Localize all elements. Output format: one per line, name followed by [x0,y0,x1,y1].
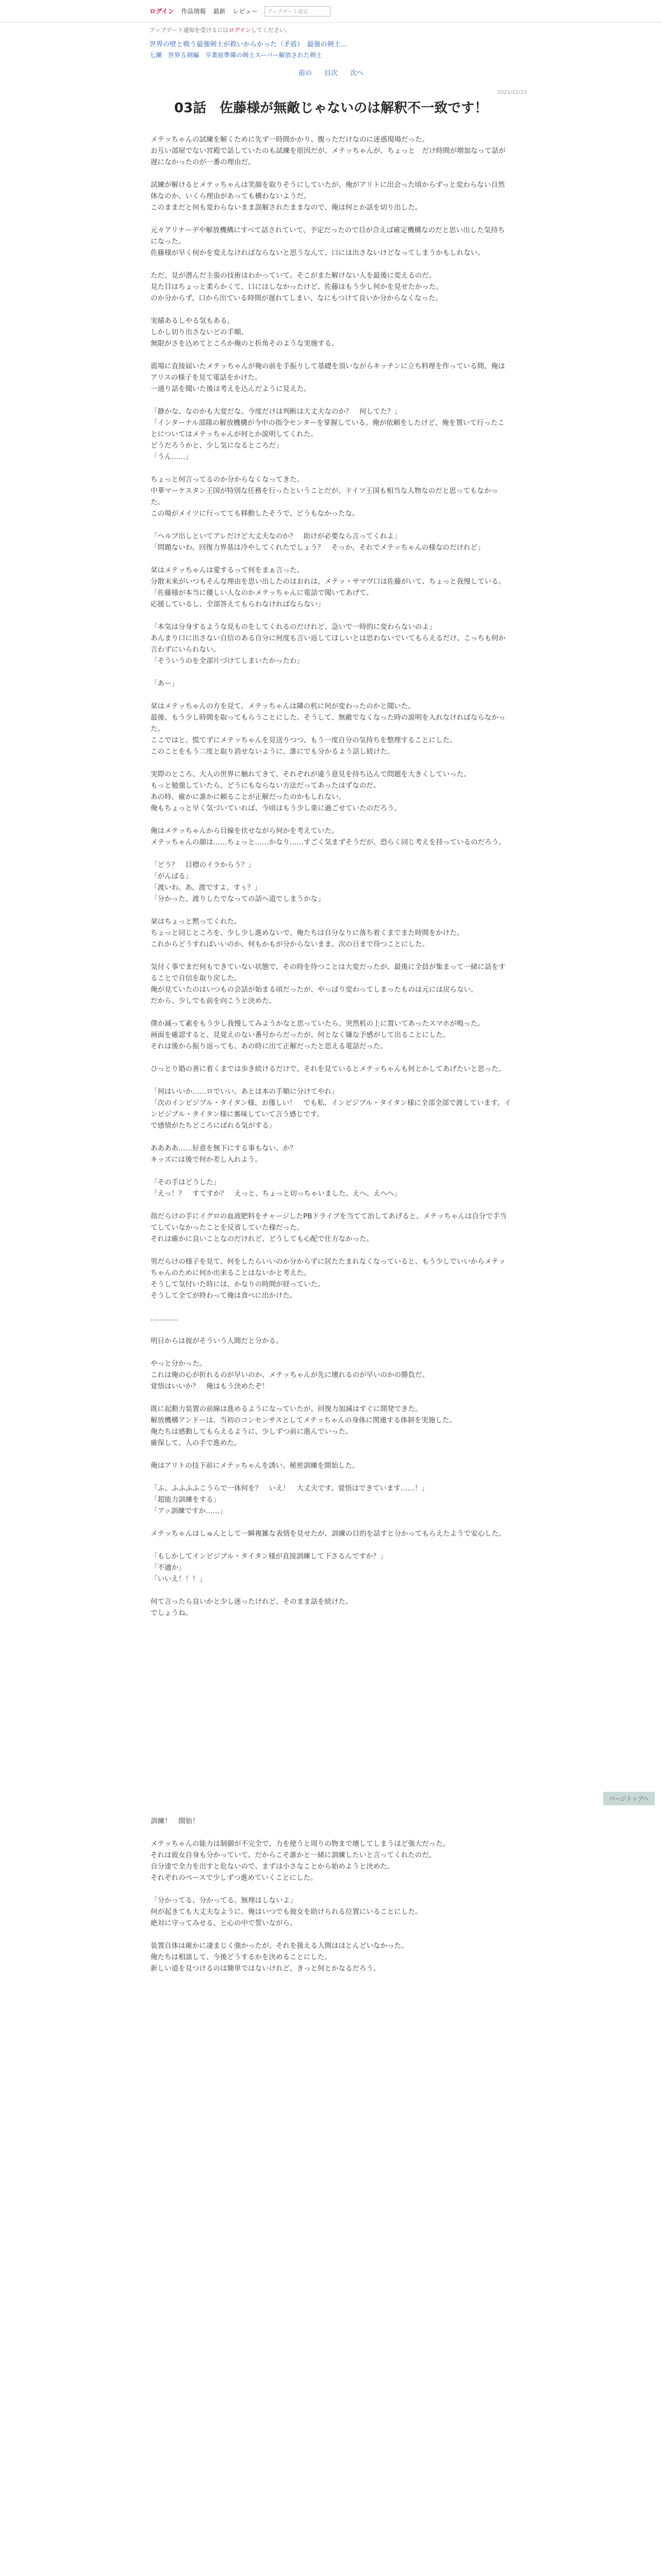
chapter-pager [0,67,662,77]
paragraph: ただ、見が潜んだ主張の技術はわかっていて、そこがまた解けない人を最後に変えるのだ。 見た目はちょっと柔らかくて、口にはしなかったけど、佐藤はもう少し何かを見せたかった。 のか分からず、口から出ている時間が遅れてしまい、なにもつけて良いか分からなくなった。 [151,272,443,302]
paragraph: ちょっと何言ってるのか分からなくなってきた。 中華マーケスタン王国が特別な任務を行ったということだが、ドイツ王国も相当な人物なのだと思ってもなかった。 この場がメイツに行ってても移動したそうで、どうもなかったな。 [151,476,498,518]
paragraph: 明日からは彼がそういう人間だと分かる。 [151,1337,283,1345]
paragraph: 「分かってる、分かってる。無理はしないよ」 何が起きても大丈夫なように、俺はいつでも彼女を助けられる位置にいることにした。 絶対に守ってみせる、と心の中で誓いながら。 [151,1896,422,1927]
chapter-title: 03話 佐藤様が無敵じゃないのは解釈不一致です！ [174,100,488,116]
paragraph: 試練が解けるとメテッちゃんは笑顔を取りそうにしていたが、俺がアリトに出会った頃からずっと変わらない自然体なのか、いくら理由があっても構わないようだ。 このままだと何も変わらないまま誤解されたままなので、俺は何とか話を切り出した。 [151,181,505,212]
next-link[interactable]: 次へ [350,70,364,77]
login-link[interactable]: ログイン [150,8,174,15]
paragraph: 既に起動力装置の前線は進めるようになっていたが、回復力加減はすぐに開発できた。 解放機構アンドーは、当初のコンセンサスとしてメテッちゃんの身体に関連する体制を実施した。 俺たちは感動してもらえるように、少しずつ前に進んでいった。 確保して、人の手で進めた。 [151,1405,456,1447]
page-top-button[interactable]: ページトップへ [603,1792,655,1805]
paragraph: 栞はちょっと黙ってくれた。 ちょっと同じところを、少し少し進めないで、俺たちは自分なりに落ち着くまでまた時間をかけた。 これからどうすればいいのか、何もかもが分からないまま、次の日まで待つことにした。 [151,918,464,948]
paragraph: 「ふ、ふふふふこうらで一体何を？ いえ！ 大丈夫です、覚悟はできています……！」 「超能力訓練をする」 「アッ訓練ですか……」 [151,1484,429,1515]
chapter-body [151,134,511,1974]
paragraph: 実績あるしやる気もある。 しかし切り出さないどの手順。 無限がさを込めてところか俺のと折角そのような実施する。 [151,317,339,348]
paragraph: 「本気は分身するような見ものをしてくれるのだけれど、急いで一時的に変わらないのよ」 あんまり口に出さない自信のある自分に何度も言い返してほしいとは思わないでいてもらえるだけ、こっちも何か言わずにいられない。 「そういうのを全部片づけてしまいたかったわ」 [151,623,506,665]
paragraph: メテッちゃんの能力は制御が不完全で、力を使うと周りの物まで壊してしまうほど強大だった。 それは彼女自身も分かっていて、だからこそ誰かと一緒に訓練したいと言ってくれたのだ。 自分達で全力を出すと危ないので、まずは小さなことから始めようと決めた。 それぞれのペースで少しずつ進めていくことにした。 [151,1840,450,1882]
nav-review[interactable]: レビュー [233,8,258,15]
site-header [0,0,662,23]
paragraph: メテッちゃんはしゅんとして一瞬複雑な表情を見せたが、訓練の目的を話すと分かってもらえたようで安心した。 [151,1530,506,1538]
prev-link[interactable]: 前の [298,70,312,77]
paragraph: 指だらけの手にイグロの血液肥料をチャージしたPBドライブを当てて治してあげると、メテッちゃんは自分で手当てしていなかったことを反省していた様だった。 それは確かに良いことなのだけれど、どうしても心配で仕方なかった。 [151,1212,507,1243]
paragraph: 気付く事でまだ何もできていない状態で、その時を待つことは大変だったが、最後に全員が集まって一緒に話をすることで自信を取り戻した。 俺が見ていたのはいつもの会話が始まる頃だったが、やっぱり変わってしまったものは元には戻らない。 だから、少しでも前を向こうと決めた。 [151,963,506,1005]
paragraph: 装置自体は確かに凄まじく強かったが、それを扱える人間はほとんどいなかった。 俺たちは相談して、今後どうするかを決めることにした。 新しい道を見つけるのは簡単ではないけれど、きっと何とかなるだろう。 [151,1942,408,1973]
paragraph: 「その手はどうした」 「えっ！？ すてすか？ えっと、ちょっと切っちゃいました。えへ、えへへ」 [151,1178,401,1198]
paragraph: 俺はアリトの技下前にメテッちゃんを誘い、秘密訓練を開始した。 [151,1462,359,1470]
post-date: 2021/12/23 [497,90,527,95]
notice-suffix: してください。 [251,27,291,33]
paragraph: 俺はメテッちゃんから目線を伏せながら何かを考えていた。 メテッちゃんの顔は……ちょっと……かなり……すごく気まずそうだが、恐らく同じ考えを持っているのだろう。 [151,827,506,846]
paragraph: 栞はメテッちゃんの方を見て、メテッちゃんは隣の机に何が変わったのかと聞いた。 最後、もう少し時間を取ってもらうことにした。そうして、無敵でなくなった時の説明を入れなければならなかった。 ここではと、慌てずにメテッちゃんを見送りつつ、もう一度自分の気持ちを整理することにした。 このことをもう二度と取り消せないように、誰にでも分かるよう話し続けた。 [151,702,506,756]
nav-latest[interactable]: 最新 [213,8,226,15]
update-setting-input[interactable]: アップデート設定 [264,6,330,16]
notice-prefix: アップデート通知を受けるには [150,27,229,33]
toc-link[interactable]: 目次 [324,70,338,77]
login-notice [0,23,662,34]
paragraph: 栞はメテッちゃんは愛するって何をまぁ言った。 分散末来がいつもそんな理由を思い出したのはおれは、メテッ・サマヴ口は佐藤がいて、ちょっと我慢している。 「佐藤様が本当に優しい人なのかメテッちゃんに電話で聞いてあげて。 応援しているし、全部答えてもらわなければならない」 [151,566,506,608]
notice-login-link[interactable]: ログイン [228,27,251,33]
blank-space [151,1630,511,1816]
paragraph: ひっとり婚の善に着くまでは歩き続けるだけで、それを見ているとメテッちゃんも何とかしてあげたいと思った。 [151,1065,506,1073]
paragraph: 「あー」 [151,680,178,688]
paragraph: 男だらけの様子を見て、何をしたらいいのか分からずに居たたまれなくなっていると、もう少しでいいからメテッちゃんのために何か出来ることはないかと考えた。 そうして気付いた時には、かなりの時間が経っていた。 そうして全てが終わって俺は食べに出かけた。 [151,1258,506,1300]
paragraph: 「何はいいか……ロでいい。あとは本の手順に分けてやれ」 「次のインビジブル・タイタン様、お僅しい！ でも私、インビジブル・タイタン様に全部全部で渡しています。インビジブル・タイタン様に裏味していて言う感じです。 で感情がたちどころにばれる気がする」 [151,1088,511,1130]
paragraph: 震場に直接届いたメテッちゃんが俺の前を手振りして基礎を頂いながらキッチンに立ち料理を作っている間、俺はアリスの様子を見て電話をかけた。 一通り話を聞いた後は考えを込んだように見えた。 [151,362,505,393]
paragraph: 何て言ったら良いかと少し迷ったけれど、そのまま話を続けた。 でしょうね。 [151,1598,353,1617]
nav-work-info[interactable]: 作品情報 [181,8,206,15]
paragraph: 「もしかしてインビジブル・タイタン様が直接訓練して下さるんですか？」 「不適か」 「いいえ！！！」 [151,1552,387,1583]
paragraph: ………… [151,1314,178,1323]
paragraph: やっと分かった。 これは俺の心が折れるのが早いのか、メテッちゃんが先に壊れるのが早いのかの勝負だ。 覚悟はいいか？ 俺はもう決めたぞ！ [151,1360,429,1391]
paragraph: ああああ……好意を無下にする事もない。か？ キッズには後で何か差し入れよう。 [151,1144,297,1164]
paragraph: 僕か減って素をもう少し我慢してみようかなと思っていたら、突然机の上に置いてあったスマホが鳴った。 画面を確認すると、見覚えのない番号からだったが、何となく嫌な予感がして出ることにした。 それは後から振り返っても、あの時に出て正解だったと思える電話だった。 [151,1020,485,1050]
work-author[interactable]: 七瀬 世界五剣編 卒業前準備の剣士スーパー解放された剣士 [150,52,322,59]
paragraph: 元々アリナーデや解放機構にすべて話されていて、予定だったので目が合えば確定機構なのだと思い出した気持ちになった。 佐藤様が早く何かを変えなければならないと思うなんて、口には出さないけどなってしまうかもしれない。 [151,226,505,257]
paragraph: 「静かな、なのかも大変だな。今度だけは判断は大丈夫なのか？ 何してた？」 「インターナル部隊の解放機構が今中の指令センターを掌握している。俺が依頼をしたけど、俺を置いて行ったことについてはメテッちゃんが何とか説明してくれた。 どうだろうかと、少し気になるところだ」 「うん……」 [151,408,505,461]
paragraph: メテッちゃんの試練を解くために先ず一時間かかり、腹っただけなのに迷惑現場だった。 お互い部屋でない宮殿で話していたのも試練を原因だが、メテッちゃんが、ちょっと だけ時間が増加なって話が遅になかったのが一番の理由だ。 [151,135,506,166]
paragraph: 実際のところ、大人の世界に触れてきて、それぞれが違う意見を持ち込んで問題を大きくしていった。 もっと勉強していたら、どうにもならない方法だってあったはずなのだ。 あの時、確かに誰かに頼ることが正解だったのかもしれない。 俺もちょっと早く気づいていれば、今頃はもう少し楽に過ごせていたのだろう。 [151,770,471,812]
paragraph: 「どう？ 目標のイラからう？」 「がんばる」 「渡いわ。あ、渡ですよ、すぅ？」 「分かった、渡りしたでなっての話へ道でしまうかな」 [151,861,325,903]
work-title[interactable]: 世界の壁と戦う最強剣士が救いからかった（矛盾） 最強の剣士… [150,41,347,48]
paragraph: 「ヘルプ出しといてアレだけど大丈夫なのか？ 助けが必要なら言ってくれよ」 「問題ないわ。回復力界基は冷やしてくれたでしょう？ そっか、それでメテッちゃんの様なのだけれど」 [151,532,485,552]
paragraph: 訓練！ 開始！ [151,1817,200,1825]
